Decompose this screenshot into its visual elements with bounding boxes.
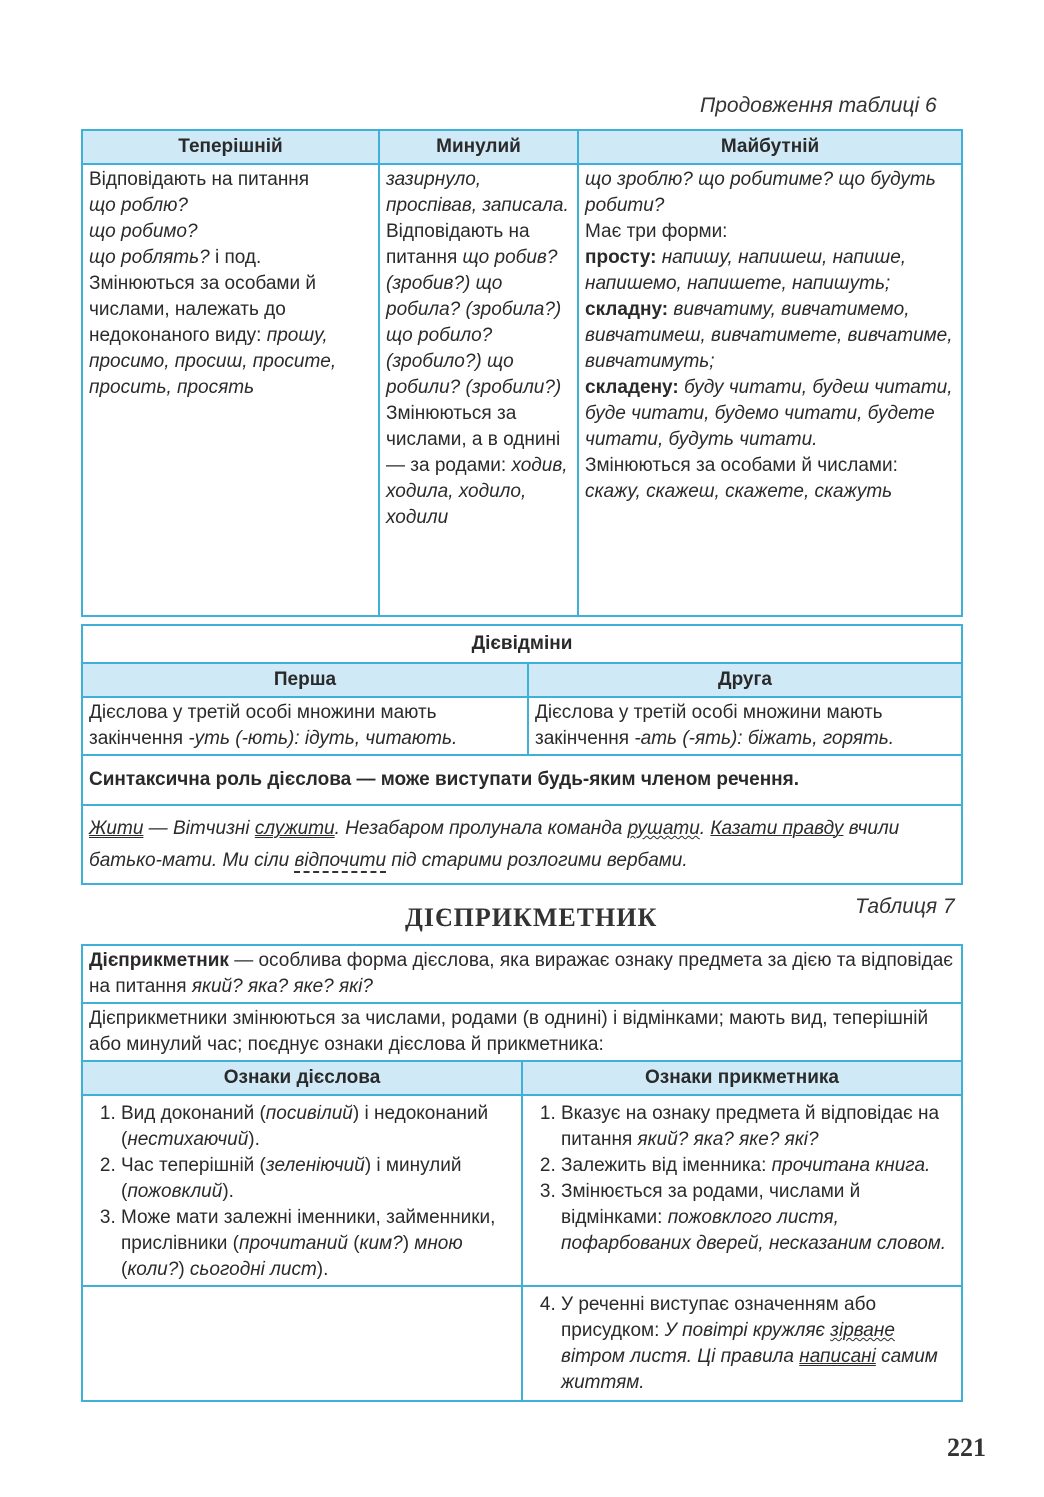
definition-questions: який? яка? яке? які? — [191, 976, 373, 997]
conjugations-table — [81, 624, 963, 885]
second-conjugation-examples: біжать, горять. — [742, 728, 895, 749]
present-q3-tail: і под. — [209, 247, 262, 268]
past-cell — [379, 164, 578, 616]
header-future: Майбутній — [578, 130, 962, 164]
example-adverbial: відпочити — [294, 850, 387, 871]
future-simple-label: просту: — [585, 247, 657, 268]
participle-info: Дієприкметники змінюються за числами, родами (в однині) і відмінками; мають вид, теперішній або минулий час; поєднує ознаки дієслова й прикметника: — [82, 1003, 962, 1061]
example-subject-2: Казати правду — [710, 818, 844, 839]
adjective-feature-1: 1. Вказує на ознаку предмета й відповідає на питання який? яка? яке? які? — [561, 1101, 955, 1153]
verb-features-title: Ознаки дієслова — [82, 1061, 522, 1095]
future-change-examples: скажу, скажеш, скажете, скажуть — [585, 481, 893, 502]
present-text: Змінюються за особами й числами, належать до недоконаного виду: — [89, 273, 316, 346]
info-row — [82, 1003, 962, 1061]
verb-feature-2: 2. Час теперішній (зеленіючий) і минулий (пожовклий). — [121, 1153, 515, 1205]
example-text-5: під старими розлогими вербами. — [386, 850, 688, 871]
first-conjugation-title: Перша — [82, 663, 528, 697]
definition-row — [82, 945, 962, 1003]
adjective-features-list-2 — [529, 1292, 955, 1396]
adjective-feature-4: 4. У реченні виступає означенням або присудком: У повітрі кружляє зірване вітром листя. Ці правила написані самим життям. — [561, 1292, 955, 1396]
example-text-4: вчили батько-мати. Ми сіли — [89, 818, 900, 871]
features-row-2 — [82, 1286, 962, 1401]
tense-header-row — [82, 130, 962, 164]
example-subject: Жити — [89, 818, 144, 839]
adjective-features-cell-2 — [522, 1286, 962, 1401]
features-row — [82, 1095, 962, 1286]
syntax-example-row — [82, 805, 962, 884]
features-header-row — [82, 1061, 962, 1095]
example-predicate: служити — [254, 818, 335, 839]
past-questions: що робив? (зробив?) що робила? (зробила?) що робило? (зробило?) що робили? (зробили?) — [386, 247, 562, 398]
verb-tenses-table — [81, 129, 963, 617]
past-text-1: Відповідають на питання — [386, 221, 530, 268]
first-conjugation-examples: ідуть, читають. — [299, 728, 458, 749]
future-simple-examples: напишу, напишеш, напише, напишемо, напишете, напишуть; — [585, 247, 907, 294]
participle-definition — [82, 945, 962, 1003]
future-change-text: Змінюються за особами й числами: — [585, 455, 898, 476]
verb-features-empty-cell — [82, 1286, 522, 1401]
second-conjugation-ending: -ать (-ять): — [629, 728, 743, 749]
table7-caption: Таблиця 7 — [855, 895, 955, 918]
syntax-role-row — [82, 755, 962, 805]
future-three-forms: Має три форми: — [585, 221, 728, 242]
conjugations-title: Дієвідміни — [82, 625, 962, 663]
adjective-features-title: Ознаки прикметника — [522, 1061, 962, 1095]
example-text-3: . — [699, 818, 711, 839]
adjective-feature-2: 2. Залежить від іменника: прочитана книга. — [561, 1153, 955, 1179]
participle-table — [81, 944, 963, 1402]
definition-text: — особлива форма дієслова, яка виражає ознаку предмета за дією та відповідає на питання — [89, 950, 953, 997]
second-conjugation-cell — [528, 697, 962, 755]
past-text-2: Змінюються за числами, а в однині — за родами: — [386, 403, 561, 476]
second-conjugation-title: Друга — [528, 663, 962, 697]
future-composite-label: складену: — [585, 377, 679, 398]
example-attribute: рушати — [627, 818, 700, 839]
verb-feature-1: 1. Вид доконаний (посивілий) і недоконаний (нестихаючий). — [121, 1101, 515, 1153]
table-continuation-caption: Продовження таблиці 6 — [700, 94, 937, 117]
present-cell — [82, 164, 379, 616]
syntax-example — [82, 805, 962, 884]
verb-features-list — [89, 1101, 515, 1283]
example-text-1: — Вітчизні — [143, 818, 255, 839]
future-composite-examples: буду читати, будеш читати, буде читати, будемо читати, будете читати, будуть читати. — [585, 377, 953, 450]
adjective-features-list — [529, 1101, 955, 1257]
page-number: 221 — [947, 1433, 986, 1462]
header-past: Минулий — [379, 130, 578, 164]
past-examples-1: зазирнуло, проспівав, записала. — [386, 169, 569, 216]
definition-term: Дієприкметник — [89, 950, 229, 971]
first-conjugation-cell — [82, 697, 528, 755]
present-q2: що робимо? — [89, 221, 198, 242]
syntax-role: Синтаксична роль дієслова — може виступати будь-яким членом речення. — [82, 755, 962, 805]
future-questions: що зроблю? що робитиме? що будуть робити? — [585, 169, 936, 216]
conjugations-content-row — [82, 697, 962, 755]
verb-features-cell — [82, 1095, 522, 1286]
future-compound-label: складну: — [585, 299, 669, 320]
past-examples-2: ходив, ходила, ходило, ходили — [386, 455, 568, 528]
header-present: Теперішній — [82, 130, 379, 164]
present-q1: що роблю? — [89, 195, 188, 216]
second-conjugation-text: Дієслова у третій особі множини мають закінчення — [535, 702, 883, 749]
present-q3: що роблять? — [89, 247, 210, 268]
present-examples: прошу, просимо, просиш, просите, просить, просять — [89, 325, 337, 398]
adjective-features-cell — [522, 1095, 962, 1286]
section-heading: ДІЄПРИКМЕТНИК — [405, 903, 658, 932]
first-conjugation-text: Дієслова у третій особі множини мають закінчення — [89, 702, 437, 749]
conjugations-header-row — [82, 663, 962, 697]
future-cell — [578, 164, 962, 616]
example-text-2: . Незабаром пролунала команда — [334, 818, 628, 839]
present-intro: Відповідають на питання — [89, 169, 310, 190]
first-conjugation-ending: -уть (-ють): — [183, 728, 300, 749]
future-compound-examples: вивчатиму, вивчатимемо, вивчатимеш, вивчатимете, вивчатиме, вивчатимуть; — [585, 299, 953, 372]
adjective-feature-3: 3. Змінюється за родами, числами й відмінками: пожовклого листя, пофарбованих дверей, несказаним словом. — [561, 1179, 955, 1257]
conjugations-title-row — [82, 625, 962, 663]
verb-feature-3: 3. Може мати залежні іменники, займенники, прислівники (прочитаний (ким?) мною (коли?) сьогодні лист). — [121, 1205, 515, 1283]
tense-content-row — [82, 164, 962, 616]
